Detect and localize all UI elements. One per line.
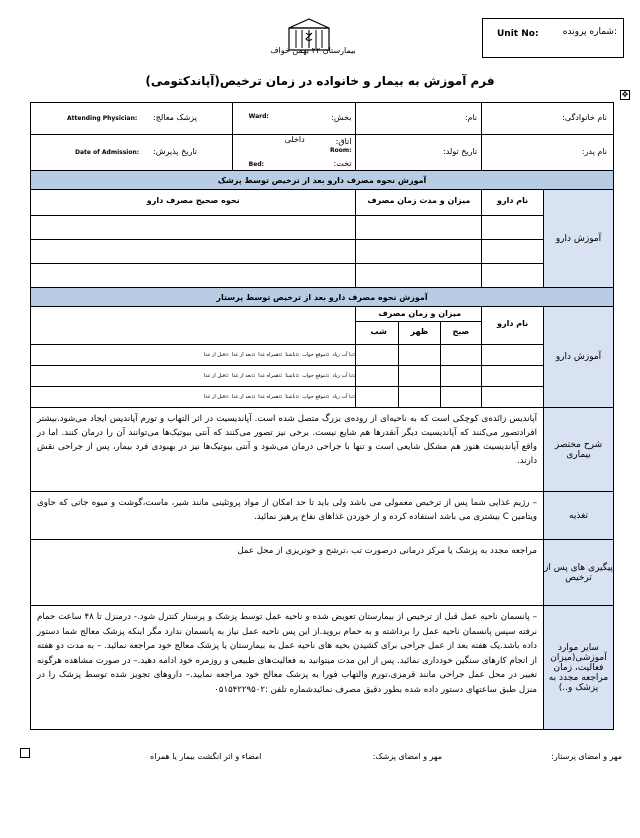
room-label-en: Room: — [329, 147, 352, 154]
followup-label: پیگیری های پس از ترخیص — [544, 540, 614, 606]
followup-row — [31, 540, 614, 606]
col-drug-header: نام دارو — [482, 190, 544, 216]
nurse-signature-label: مهر و امضای پرستار: — [551, 752, 622, 761]
family-name-label: نام خانوادگی: — [562, 113, 607, 122]
nurse-blank-header — [31, 307, 356, 345]
method-input[interactable] — [31, 240, 356, 264]
other-text: – پانسمان ناحیه عمل قبل از ترخیص از بیمارستان تعویض شده و ناحیه عمل توسط پزشک و پرستار کنترل شود.- درمنزل تا ۴۸ ساعت حمام نرفته سپس پانسمان ناحیه عمل را برداشته و به حمام بروید.از این پس ناحیه عمل نیاز به پانسمان ندارد مگر اینکه پزشک معالج شما دستور داده باشد.یک هفته بعد از عمل جراحی برای کشیدن بخیه های ناحیه عمل به بیمارستان یا پزشک معالج خود مراجعه نمائید. – به مدت دو هفته از انجام کارهای سنگین خودداری نمائید. پس از این مدت میتوانید به فعالیت‌های طبیعی و روزمره خود ادامه دهید.– در صورت مشاهده هرگونه تغییر در محل عمل جراحی مانند قرمزی،تورم والتهاب فورا به پزشک معالج خود مراجعه نمایید.– داروهای تجویز شده توسط پزشک را در منزل طبق ساعتهای دستور داده شده بطور دقیق مصرف نمائیدشماره تلفن :۰۵۱۵۴۲۲۹۵۰۲ — [31, 606, 544, 730]
nurse-col-drug-header: نام دارو — [482, 307, 544, 345]
nurse-drug-input[interactable] — [482, 345, 544, 366]
name-label: نام: — [464, 113, 478, 122]
summary-label: شرح مختصر بیماری — [544, 408, 614, 492]
nurse-col-dose-header: میزان و زمان مصرف — [378, 309, 462, 318]
nurse-header-row — [31, 307, 614, 345]
physician-band-row — [31, 171, 614, 190]
nurse-drug-input[interactable] — [482, 387, 544, 408]
usage-options[interactable]: ▫با آب زیاد ▫موقع خواب ▫ناشتا ▫همراه غذا ▫بعد از غذا ▫قبل از غذا — [31, 345, 356, 366]
night-header: شب — [370, 327, 387, 336]
room-bed-cell[interactable] — [232, 135, 356, 171]
patient-info-row-1 — [31, 103, 614, 135]
patient-info-row-2 — [31, 135, 614, 171]
dose-input[interactable] — [356, 216, 482, 240]
file-number-label: شماره پرونده: — [562, 27, 617, 37]
diet-label: تغذیه — [544, 492, 614, 540]
form-table — [30, 102, 614, 730]
physician-section-band: آموزش نحوه مصرف دارو بعد از ترخیص توسط پزشک — [31, 171, 614, 190]
usage-options[interactable]: ▫با آب زیاد ▫موقع خواب ▫ناشتا ▫همراه غذا ▫بعد از غذا ▫قبل از غذا — [31, 366, 356, 387]
physician-side-label: آموزش دارو — [544, 190, 614, 288]
physician-drug-row — [31, 240, 614, 264]
patient-signature-label: امضاء و اثر انگشت بیمار یا همراه — [150, 752, 262, 761]
unit-number-box — [482, 18, 624, 58]
physician-drug-row — [31, 216, 614, 240]
nurse-dose-input[interactable] — [356, 387, 482, 408]
col-method-header: نحوه صحیح مصرف دارو — [31, 190, 356, 216]
resize-handle[interactable] — [20, 748, 30, 758]
nurse-dose-input[interactable] — [356, 366, 482, 387]
nurse-drug-row — [31, 345, 614, 366]
bed-label: تخت: — [333, 159, 352, 168]
physician-label-en: Attending Physician: — [67, 115, 138, 122]
ward-label-en: Ward: — [248, 113, 269, 120]
doctor-signature-label: مهر و امضای پزشک: — [372, 752, 442, 761]
diet-text: – رژیم غذایی شما پس از ترخیص معمولی می باشد ولی باید تا حد امکان از مواد پروتئینی مانند شیر، ماست،گوشت و میوه جاتی که حاوی ویتامین C بیشتری می باشد استفاده کرده و از خوردن غذاهای نفاخ پرهیز نمائید. — [31, 492, 544, 540]
dose-input[interactable] — [356, 264, 482, 288]
nurse-dose-input[interactable] — [356, 345, 482, 366]
drug-input[interactable] — [482, 216, 544, 240]
other-row — [31, 606, 614, 730]
ward-label: بخش: — [331, 113, 352, 122]
physician-cell[interactable] — [31, 103, 233, 135]
summary-row — [31, 408, 614, 492]
physician-label: پزشک معالج: — [153, 113, 197, 122]
nurse-section-band: آموزش نحوه مصرف دارو بعد از ترخیص توسط پرستار — [31, 288, 614, 307]
nurse-drug-row — [31, 387, 614, 408]
ward-cell[interactable] — [232, 103, 356, 135]
admission-label-en: Date of Admission: — [75, 149, 140, 156]
method-input[interactable] — [31, 216, 356, 240]
form-title: فرم آموزش به بیمار و خانواده در زمان ترخیص(آپاندکتومی) — [145, 74, 495, 88]
bed-label-en: Bed: — [248, 161, 265, 168]
noon-header: ظهر — [410, 327, 429, 336]
birth-date-label: تاریخ تولد: — [443, 147, 478, 156]
nurse-band-row — [31, 288, 614, 307]
nurse-dose-header — [356, 307, 482, 345]
name-cell[interactable] — [356, 103, 482, 135]
summary-text: آپاندیس زائده‌ی کوچکی است که به ناحیه‌ای از روده‌ی بزرگ متصل شده است. آپاندیسیت در اثر التهاب و تورم آپاندیس ایجاد می‌شود.بیشتر افرادتصور می‌کنند که آپاندیسیت دیگر آنقدرها هم شایع نیست. برخی نیز تصور می‌کنند که آنتی بیوتیک‌ها می‌توانند آن را درمان کنند. اما در واقع آپاندیسیت هنوز هم مشکل شایعی است و تنها با جراحی درمان می‌شود و آنتی بیوتیک‌ها نیز در بهبودی فرد بیمار، پس از جراحی نقش دارند. — [31, 408, 544, 492]
drug-input[interactable] — [482, 240, 544, 264]
unit-no-label: Unit No: — [497, 29, 539, 39]
nurse-side-label: آموزش دارو — [544, 307, 614, 408]
drug-input[interactable] — [482, 264, 544, 288]
admission-label: تاریخ پذیرش: — [153, 147, 197, 156]
move-icon[interactable]: ✥ — [621, 90, 629, 99]
father-name-label: نام پدر: — [581, 147, 607, 156]
dose-input[interactable] — [356, 240, 482, 264]
birth-date-cell[interactable] — [356, 135, 482, 171]
col-dose-header: میزان و مدت زمان مصرف — [356, 190, 482, 216]
physician-drug-row — [31, 264, 614, 288]
ward-value: داخلی — [284, 135, 305, 144]
method-input[interactable] — [31, 264, 356, 288]
followup-text: مراجعه مجدد به پزشک یا مرکز درمانی درصورت تب ،ترشح و خونریزی از محل عمل — [31, 540, 544, 606]
admission-cell[interactable] — [31, 135, 233, 171]
other-label: سایر موارد آموزشی(میزان فعالیت، زمان مراجعه مجدد به پزشک و..) — [544, 606, 614, 730]
hospital-name: بیمارستان ۲۲ بهمن خواف — [270, 46, 356, 55]
physician-header-row — [31, 190, 614, 216]
nurse-drug-input[interactable] — [482, 366, 544, 387]
father-name-cell[interactable] — [482, 135, 614, 171]
family-name-cell[interactable] — [482, 103, 614, 135]
room-label: اتاق: — [335, 137, 352, 146]
morning-header: صبح — [452, 327, 470, 336]
nurse-drug-row — [31, 366, 614, 387]
usage-options[interactable]: ▫با آب زیاد ▫موقع خواب ▫ناشتا ▫همراه غذا ▫بعد از غذا ▫قبل از غذا — [31, 387, 356, 408]
diet-row — [31, 492, 614, 540]
